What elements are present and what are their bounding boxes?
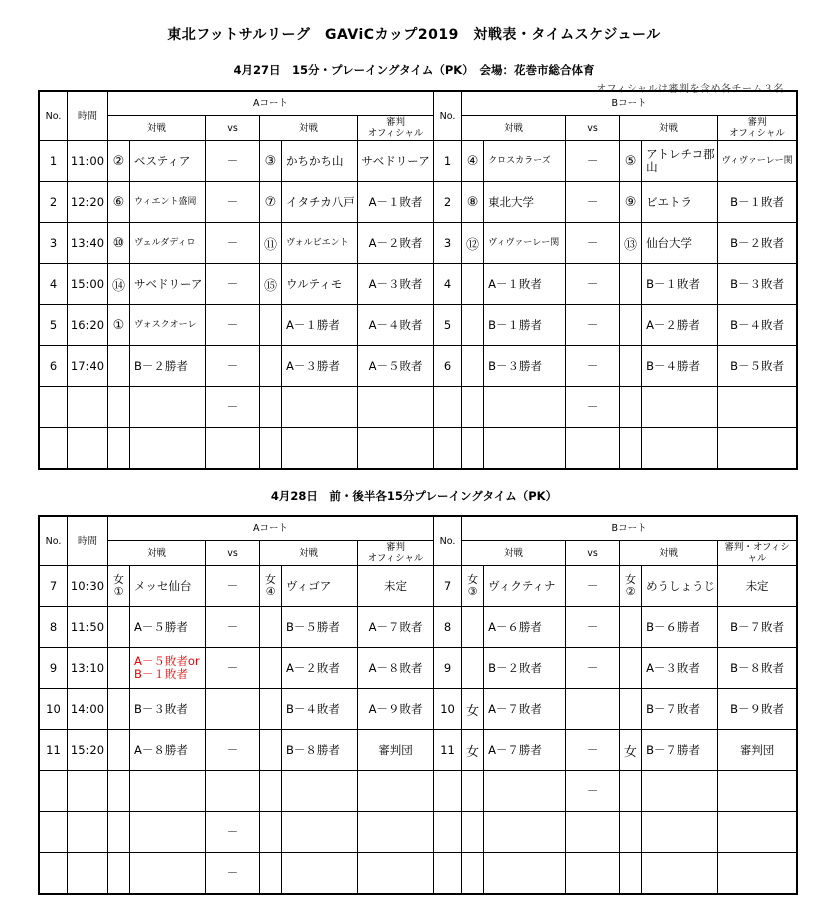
team-b1-number	[462, 346, 484, 387]
match-no-b: 10	[434, 689, 462, 730]
header-court-b: Bコート	[462, 517, 797, 541]
referee-b: B－９敗者	[718, 689, 797, 730]
header-vs-b: vs	[566, 116, 620, 141]
team-a1-number	[108, 387, 130, 428]
match-time	[68, 771, 108, 812]
table-row	[40, 812, 797, 853]
match-no: 6	[40, 346, 68, 387]
team-b1-name: 東北大学	[484, 182, 566, 223]
match-no-b: 1	[434, 141, 462, 182]
match-no-b: 3	[434, 223, 462, 264]
team-a2-name: B－５勝者	[282, 607, 358, 648]
team-a2-number: ③	[260, 141, 282, 182]
referee-a: A－８敗者	[358, 648, 434, 689]
team-b1-name: ヴィクティナ	[484, 566, 566, 607]
match-time: 13:40	[68, 223, 108, 264]
match-time: 15:00	[68, 264, 108, 305]
team-a1-name	[130, 648, 206, 689]
team-b2-name: B－６勝者	[642, 607, 718, 648]
team-b2-name: A－２勝者	[642, 305, 718, 346]
team-a2-name: B－８勝者	[282, 730, 358, 771]
team-b2-name	[642, 387, 718, 428]
team-b2-name	[642, 771, 718, 812]
referee-a: 未定	[358, 566, 434, 607]
match-time: 14:00	[68, 689, 108, 730]
team-a2-number	[260, 730, 282, 771]
team-a1-number: ⑩	[108, 223, 130, 264]
vs-b	[566, 853, 620, 894]
vs-b: －	[566, 566, 620, 607]
team-b2-number	[620, 812, 642, 853]
header-official: オフィシャル	[367, 128, 424, 139]
vs-b: －	[566, 607, 620, 648]
header-time: 時間	[68, 517, 108, 566]
header-match-a1: 対戦	[108, 116, 206, 141]
referee-a: A－１敗者	[358, 182, 434, 223]
referee-a: A－３敗者	[358, 264, 434, 305]
referee-a: A－９敗者	[358, 689, 434, 730]
team-a1-name: ヴェルダディロ	[130, 223, 206, 264]
table-row	[40, 730, 797, 771]
team-b1-name: B－１勝者	[484, 305, 566, 346]
team-a2-number	[260, 648, 282, 689]
team-b2-name: めうしょうじ	[642, 566, 718, 607]
match-no: 4	[40, 264, 68, 305]
referee-a: A－５敗者	[358, 346, 434, 387]
header-no: No.	[40, 517, 68, 566]
referee-b: ヴィヴァーレー関	[718, 141, 797, 182]
official-note: オフィシャルは審判を含め各チーム３名	[596, 84, 784, 95]
team-a1-number	[108, 689, 130, 730]
table-row	[40, 648, 797, 689]
team-a2-name: A－１勝者	[282, 305, 358, 346]
match-no	[40, 853, 68, 894]
team-a2-name: A－２敗者	[282, 648, 358, 689]
team-b2-name	[642, 812, 718, 853]
match-no-b	[434, 387, 462, 428]
vs-a: －	[206, 264, 260, 305]
match-time: 10:30	[68, 566, 108, 607]
match-no-b: 9	[434, 648, 462, 689]
team-a2-name: イタチカ八戸	[282, 182, 358, 223]
vs-a: －	[206, 566, 260, 607]
header-court-a: Aコート	[108, 517, 434, 541]
match-no-b	[434, 771, 462, 812]
team-b2-number: ⑤	[620, 141, 642, 182]
match-no	[40, 387, 68, 428]
vs-b: －	[566, 346, 620, 387]
referee-a	[358, 812, 434, 853]
team-a2-number	[260, 305, 282, 346]
match-time	[68, 387, 108, 428]
team-b2-name: B－１敗者	[642, 264, 718, 305]
referee-b: B－１敗者	[718, 182, 797, 223]
referee-b: B－４敗者	[718, 305, 797, 346]
team-a2-number: ⑮	[260, 264, 282, 305]
team-b2-number	[620, 305, 642, 346]
match-no-b: 2	[434, 182, 462, 223]
team-b2-number	[620, 387, 642, 428]
team-b2-name: ビエトラ	[642, 182, 718, 223]
team-b1-number	[462, 648, 484, 689]
vs-b: －	[566, 223, 620, 264]
team-a2-name: B－４敗者	[282, 689, 358, 730]
team-b2-name: B－７敗者	[642, 689, 718, 730]
team-b2-number	[620, 648, 642, 689]
header-match-b1: 対戦	[462, 116, 566, 141]
table-row	[40, 346, 797, 387]
team-a1-name: ヴォスクオーレ	[130, 305, 206, 346]
team-a1-number: ⑭	[108, 264, 130, 305]
team-b1-number: 女	[462, 730, 484, 771]
match-no-b: 6	[434, 346, 462, 387]
table-row	[40, 689, 797, 730]
team-a2-name	[282, 387, 358, 428]
vs-a: －	[206, 648, 260, 689]
match-no: 8	[40, 607, 68, 648]
vs-a	[206, 428, 260, 469]
referee-a	[358, 387, 434, 428]
team-a2-number	[260, 428, 282, 469]
header-match-b2: 対戦	[620, 541, 718, 566]
team-b2-number: 女	[620, 730, 642, 771]
team-a1-name: メッセ仙台	[130, 566, 206, 607]
match-time: 12:20	[68, 182, 108, 223]
team-b2-name: 仙台大学	[642, 223, 718, 264]
team-b1-name: A－６勝者	[484, 607, 566, 648]
team-a2-number: 女 ④	[260, 566, 282, 607]
vs-b: －	[566, 264, 620, 305]
team-a1-name: B－３敗者	[130, 689, 206, 730]
team-b2-name: アトレチコ郡山	[642, 141, 718, 182]
table-row	[40, 853, 797, 894]
match-time: 17:40	[68, 346, 108, 387]
vs-b: －	[566, 305, 620, 346]
referee-b: B－２敗者	[718, 223, 797, 264]
day2-subtitle: 4月28日 前・後半各15分プレーイングタイム（PK）	[270, 489, 558, 503]
team-a1-name: A－５勝者	[130, 607, 206, 648]
team-a1-name: A－８勝者	[130, 730, 206, 771]
vs-a: －	[206, 182, 260, 223]
referee-a: A－４敗者	[358, 305, 434, 346]
vs-a: －	[206, 223, 260, 264]
vs-a: －	[206, 853, 260, 894]
header-vs-a: vs	[206, 541, 260, 566]
team-b1-number: ⑫	[462, 223, 484, 264]
team-a1-name: サベドリーア	[130, 264, 206, 305]
match-no-b: 8	[434, 607, 462, 648]
match-time	[68, 812, 108, 853]
team-b1-name: B－２敗者	[484, 648, 566, 689]
team-a2-name	[282, 771, 358, 812]
team-b1-number	[462, 853, 484, 894]
header-ref: 審判	[386, 542, 406, 553]
team-b1-number: 女	[462, 689, 484, 730]
vs-b: －	[566, 387, 620, 428]
team-a1-number: 女 ①	[108, 566, 130, 607]
team-b1-name: A－７敗者	[484, 689, 566, 730]
referee-b	[718, 771, 797, 812]
header-ref-official-a	[358, 116, 434, 141]
team-b2-number	[620, 689, 642, 730]
header-ref-official-b	[718, 116, 797, 141]
team-b2-number	[620, 607, 642, 648]
match-time	[68, 853, 108, 894]
match-no: 5	[40, 305, 68, 346]
table-row	[40, 141, 797, 182]
team-a1-name: B－２勝者	[130, 346, 206, 387]
referee-a	[358, 771, 434, 812]
team-b2-number: ⑨	[620, 182, 642, 223]
table-row	[40, 223, 797, 264]
header-ref: 審判	[386, 117, 406, 128]
match-no: 2	[40, 182, 68, 223]
table-row	[40, 607, 797, 648]
team-b2-number	[620, 853, 642, 894]
team-b1-name	[484, 771, 566, 812]
header-time: 時間	[68, 92, 108, 141]
header-match-a2: 対戦	[260, 541, 358, 566]
team-a1-number: ①	[108, 305, 130, 346]
table-row	[40, 305, 797, 346]
team-a2-number	[260, 607, 282, 648]
vs-b	[566, 428, 620, 469]
referee-a: 審判団	[358, 730, 434, 771]
header-ref: 審判	[747, 117, 767, 128]
team-b2-number	[620, 264, 642, 305]
team-b1-name: ヴィヴァーレー関	[484, 223, 566, 264]
header-match-b2: 対戦	[620, 116, 718, 141]
referee-a: A－７敗者	[358, 607, 434, 648]
team-b2-name: A－３敗者	[642, 648, 718, 689]
team-a1-name	[130, 812, 206, 853]
team-a2-name: かちかち山	[282, 141, 358, 182]
team-a1-number	[108, 812, 130, 853]
team-b2-name	[642, 853, 718, 894]
team-a1-name	[130, 428, 206, 469]
header-match-b1: 対戦	[462, 541, 566, 566]
team-b1-number	[462, 264, 484, 305]
team-b1-number: ⑧	[462, 182, 484, 223]
team-a1-name	[130, 771, 206, 812]
team-a1-name: ベスティア	[130, 141, 206, 182]
referee-b	[718, 812, 797, 853]
match-no: 3	[40, 223, 68, 264]
team-a1-name	[130, 853, 206, 894]
header-court-b: Bコート	[462, 92, 797, 116]
vs-b: －	[566, 771, 620, 812]
team-b1-name: A－７勝者	[484, 730, 566, 771]
team-a2-number: ⑪	[260, 223, 282, 264]
red-note-line2: B－１敗者	[134, 667, 188, 681]
team-a2-number	[260, 812, 282, 853]
team-a2-name	[282, 853, 358, 894]
match-no	[40, 771, 68, 812]
team-b1-number	[462, 387, 484, 428]
team-a1-number	[108, 853, 130, 894]
match-no	[40, 428, 68, 469]
vs-b: －	[566, 182, 620, 223]
table-row	[40, 428, 797, 469]
vs-a: －	[206, 730, 260, 771]
team-a2-number	[260, 387, 282, 428]
referee-a	[358, 853, 434, 894]
match-time: 11:50	[68, 607, 108, 648]
team-b1-name	[484, 428, 566, 469]
table-row	[40, 387, 797, 428]
team-a2-number	[260, 853, 282, 894]
team-b1-name	[484, 387, 566, 428]
vs-a	[206, 771, 260, 812]
match-time: 11:00	[68, 141, 108, 182]
team-b1-number	[462, 607, 484, 648]
table-row	[40, 771, 797, 812]
vs-b: －	[566, 648, 620, 689]
match-no: 11	[40, 730, 68, 771]
match-no-b: 7	[434, 566, 462, 607]
match-no-b	[434, 853, 462, 894]
team-b2-name: B－４勝者	[642, 346, 718, 387]
team-a2-number	[260, 346, 282, 387]
team-a1-number	[108, 648, 130, 689]
match-no	[40, 812, 68, 853]
team-b1-number: 女 ③	[462, 566, 484, 607]
team-b2-number: ⑬	[620, 223, 642, 264]
referee-a: サベドリーア	[358, 141, 434, 182]
team-a2-name	[282, 428, 358, 469]
referee-a: A－２敗者	[358, 223, 434, 264]
match-time: 15:20	[68, 730, 108, 771]
referee-b: 審判団	[718, 730, 797, 771]
header-official: オフィシャル	[729, 128, 785, 139]
header-no: No.	[40, 92, 68, 141]
team-a1-number: ⑥	[108, 182, 130, 223]
match-no-b	[434, 428, 462, 469]
table-row	[40, 264, 797, 305]
vs-a: －	[206, 346, 260, 387]
team-a2-number: ⑦	[260, 182, 282, 223]
header-match-a1: 対戦	[108, 541, 206, 566]
header-ref-official-b: 審判・オフィシャル	[718, 541, 797, 566]
header-official: オフィシャル	[367, 553, 424, 564]
team-b2-name	[642, 428, 718, 469]
day1-subtitle: 4月27日 15分・プレーイングタイム（PK） 会場：花巻市総合体育	[233, 63, 595, 77]
match-no-b	[434, 812, 462, 853]
vs-a	[206, 689, 260, 730]
table-row	[40, 566, 797, 607]
referee-b: 未定	[718, 566, 797, 607]
referee-b: B－５敗者	[718, 346, 797, 387]
match-no: 7	[40, 566, 68, 607]
vs-a: －	[206, 607, 260, 648]
match-no-b: 5	[434, 305, 462, 346]
vs-a: －	[206, 812, 260, 853]
team-a2-name	[282, 812, 358, 853]
referee-b	[718, 428, 797, 469]
team-b1-name	[484, 853, 566, 894]
table-row	[40, 182, 797, 223]
team-b2-number	[620, 428, 642, 469]
vs-b: －	[566, 141, 620, 182]
header-vs-a: vs	[206, 116, 260, 141]
vs-a: －	[206, 305, 260, 346]
team-b1-name: A－１敗者	[484, 264, 566, 305]
team-a1-number	[108, 346, 130, 387]
team-a2-number	[260, 689, 282, 730]
match-time	[68, 428, 108, 469]
team-b1-number	[462, 771, 484, 812]
vs-a: －	[206, 141, 260, 182]
header-ref-official-a	[358, 541, 434, 566]
vs-a: －	[206, 387, 260, 428]
referee-b: B－３敗者	[718, 264, 797, 305]
match-no: 10	[40, 689, 68, 730]
day2-schedule-table	[39, 516, 797, 894]
header-no-b: No.	[434, 517, 462, 566]
team-b2-number	[620, 346, 642, 387]
team-a2-name: ヴォルビエント	[282, 223, 358, 264]
team-a1-name	[130, 387, 206, 428]
day1-schedule-table	[39, 91, 797, 469]
page-title: 東北フットサルリーグ GAViCカップ2019 対戦表・タイムスケジュール	[167, 27, 661, 43]
header-match-a2: 対戦	[260, 116, 358, 141]
match-no-b: 11	[434, 730, 462, 771]
match-time: 13:10	[68, 648, 108, 689]
team-b2-number	[620, 771, 642, 812]
vs-b: －	[566, 730, 620, 771]
vs-b	[566, 812, 620, 853]
team-b1-number	[462, 305, 484, 346]
red-note-line1: A－５敗者or	[134, 654, 200, 668]
team-a2-name: ヴィゴア	[282, 566, 358, 607]
team-a1-name: ウィエント盛岡	[130, 182, 206, 223]
referee-b	[718, 387, 797, 428]
team-a1-number	[108, 771, 130, 812]
team-b2-number: 女 ②	[620, 566, 642, 607]
referee-b: B－７敗者	[718, 607, 797, 648]
vs-b	[566, 689, 620, 730]
team-b1-name: クロスカラーズ	[484, 141, 566, 182]
team-b2-name: B－７勝者	[642, 730, 718, 771]
header-court-a: Aコート	[108, 92, 434, 116]
team-a2-name: ウルティモ	[282, 264, 358, 305]
team-b1-number: ④	[462, 141, 484, 182]
team-b1-number	[462, 428, 484, 469]
team-a2-number	[260, 771, 282, 812]
team-b1-name: B－３勝者	[484, 346, 566, 387]
team-a1-number: ②	[108, 141, 130, 182]
team-b1-number	[462, 812, 484, 853]
match-no: 9	[40, 648, 68, 689]
team-a1-number	[108, 730, 130, 771]
header-no-b: No.	[434, 92, 462, 141]
team-a1-number	[108, 428, 130, 469]
match-no: 1	[40, 141, 68, 182]
team-a1-number	[108, 607, 130, 648]
referee-b: B－８敗者	[718, 648, 797, 689]
referee-a	[358, 428, 434, 469]
team-b1-name	[484, 812, 566, 853]
header-vs-b: vs	[566, 541, 620, 566]
referee-b	[718, 853, 797, 894]
match-no-b: 4	[434, 264, 462, 305]
team-a2-name: A－３勝者	[282, 346, 358, 387]
match-time: 16:20	[68, 305, 108, 346]
